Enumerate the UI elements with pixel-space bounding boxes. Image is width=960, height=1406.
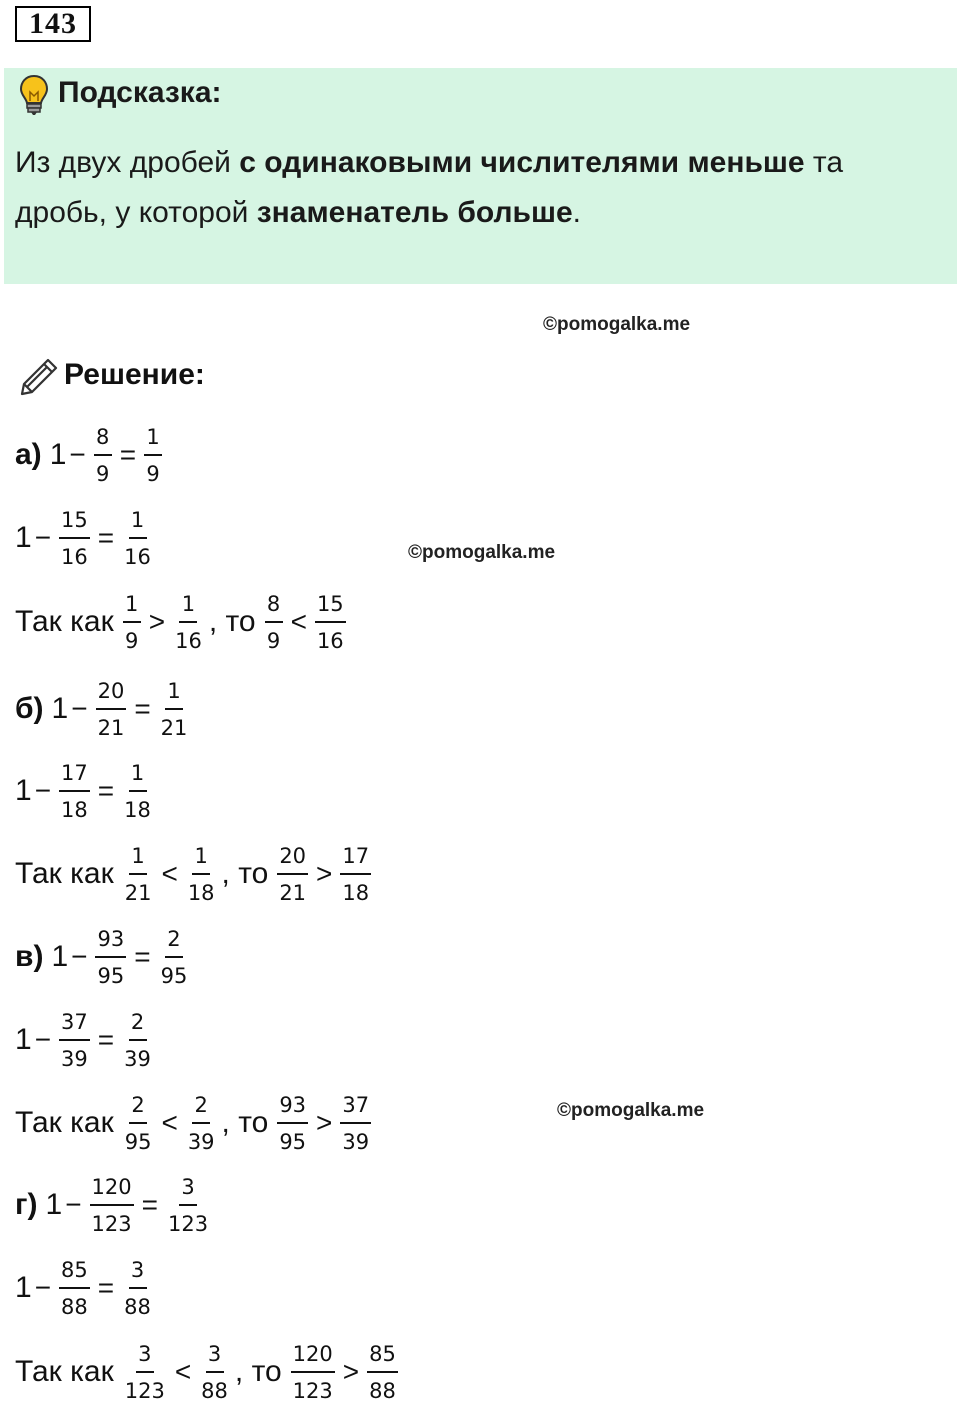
fraction — [367, 1341, 398, 1404]
numerator: 120 — [90, 1174, 134, 1206]
fraction — [315, 591, 346, 654]
denominator: 88 — [369, 1378, 396, 1403]
since-text: Так как — [15, 605, 114, 638]
denominator: 39 — [187, 1129, 215, 1154]
numerator: 3 — [179, 1174, 197, 1206]
fraction — [94, 424, 112, 487]
fraction — [122, 760, 153, 823]
part-g-equation-2 — [15, 1256, 158, 1320]
part-a-equation-1 — [15, 423, 167, 487]
fraction — [291, 1341, 335, 1404]
fraction — [199, 1341, 230, 1404]
part-b-equation-2 — [15, 759, 158, 823]
minus-sign: − — [69, 439, 86, 470]
fraction — [159, 678, 190, 741]
numerator: 1 — [192, 843, 210, 875]
denominator: 21 — [124, 880, 152, 905]
hint-title: Подсказка: — [58, 76, 222, 109]
since-text: Так как — [15, 1106, 114, 1139]
numerator: 93 — [95, 926, 126, 958]
part-g-comparison — [15, 1340, 403, 1404]
then-text: , то — [221, 1106, 269, 1139]
denominator: 16 — [316, 628, 344, 653]
numerator: 120 — [291, 1341, 335, 1373]
denominator: 9 — [96, 461, 110, 486]
since-text: Так как — [15, 857, 114, 890]
numerator: 8 — [94, 424, 112, 456]
pencil-icon — [18, 356, 60, 398]
numerator: 15 — [59, 507, 90, 539]
equals-sign: = — [134, 941, 151, 972]
equals-sign: = — [97, 775, 115, 806]
fraction — [59, 507, 90, 570]
lightbulb-icon — [18, 74, 50, 116]
fraction — [186, 1092, 217, 1155]
numerator: 2 — [192, 1092, 210, 1124]
part-g-equation-1 — [15, 1173, 215, 1237]
denominator: 39 — [342, 1129, 370, 1154]
hint-text-part: Из двух дробей — [15, 146, 240, 179]
comparison-sign: > — [316, 858, 333, 889]
part-a-comparison — [15, 590, 351, 654]
numerator: 85 — [367, 1341, 398, 1373]
denominator: 123 — [124, 1378, 165, 1403]
part-label: б) — [15, 692, 44, 725]
solution-title: Решение: — [64, 358, 205, 391]
fraction — [265, 591, 283, 654]
numerator: 3 — [129, 1257, 147, 1289]
comparison-sign: > — [316, 1107, 333, 1138]
watermark: ©pomogalka.me — [557, 1100, 705, 1121]
then-text: , то — [208, 605, 256, 638]
fraction — [277, 1092, 308, 1155]
fraction — [277, 843, 308, 906]
numerator: 2 — [165, 926, 183, 958]
denominator: 123 — [168, 1211, 209, 1236]
hint-text — [15, 138, 935, 238]
equals-sign: = — [141, 1189, 158, 1220]
part-a-equation-2 — [15, 506, 158, 570]
denominator: 88 — [201, 1378, 228, 1403]
fraction — [173, 591, 204, 654]
denominator: 95 — [124, 1129, 152, 1154]
fraction — [122, 1257, 153, 1320]
part-label: а) — [15, 438, 42, 471]
numerator: 2 — [129, 1009, 147, 1041]
part-b-equation-1 — [15, 677, 194, 741]
hint-text-part: . — [572, 196, 581, 229]
part-label: в) — [15, 940, 44, 973]
denominator: 95 — [97, 963, 125, 988]
equals-sign: = — [134, 693, 151, 724]
denominator: 16 — [61, 544, 88, 569]
one: 1 — [15, 1271, 32, 1304]
numerator: 17 — [59, 760, 90, 792]
numerator: 1 — [129, 843, 147, 875]
denominator: 21 — [279, 880, 307, 905]
then-text: , то — [221, 857, 269, 890]
denominator: 18 — [342, 880, 370, 905]
numerator: 37 — [59, 1009, 90, 1041]
fraction — [95, 926, 126, 989]
fraction — [186, 843, 217, 906]
part-v-comparison — [15, 1091, 376, 1155]
denominator: 123 — [91, 1211, 132, 1236]
denominator: 18 — [187, 880, 215, 905]
equals-sign: = — [97, 1024, 115, 1055]
fraction — [59, 760, 90, 823]
denominator: 95 — [279, 1129, 307, 1154]
fraction — [90, 1174, 134, 1237]
denominator: 88 — [124, 1294, 151, 1319]
denominator: 39 — [61, 1046, 88, 1071]
comparison-sign: > — [148, 606, 166, 637]
numerator: 3 — [136, 1341, 154, 1373]
numerator: 8 — [265, 591, 283, 623]
minus-sign: − — [71, 941, 88, 972]
part-v-equation-2 — [15, 1008, 158, 1072]
numerator: 2 — [129, 1092, 147, 1124]
minus-sign: − — [71, 693, 88, 724]
then-text: , то — [234, 1355, 282, 1388]
comparison-sign: > — [342, 1356, 360, 1387]
comparison-sign: < — [161, 858, 178, 889]
denominator: 16 — [124, 544, 151, 569]
one: 1 — [15, 774, 32, 807]
numerator: 20 — [277, 843, 308, 875]
watermark: ©pomogalka.me — [543, 314, 691, 335]
denominator: 16 — [175, 628, 202, 653]
fraction — [159, 926, 190, 989]
denominator: 18 — [61, 797, 88, 822]
numerator: 1 — [165, 678, 183, 710]
numerator: 1 — [129, 507, 147, 539]
numerator: 3 — [206, 1341, 224, 1373]
fraction — [96, 678, 127, 741]
fraction — [59, 1257, 90, 1320]
minus-sign: − — [34, 522, 52, 553]
denominator: 9 — [146, 461, 160, 486]
task-number: 143 — [15, 6, 91, 42]
denominator: 9 — [125, 628, 139, 653]
fraction — [123, 843, 154, 906]
part-label: г) — [15, 1188, 38, 1221]
denominator: 39 — [124, 1046, 151, 1071]
one: 1 — [45, 1188, 63, 1221]
equals-sign: = — [119, 439, 137, 470]
fraction — [144, 424, 162, 487]
fraction — [123, 591, 141, 654]
denominator: 21 — [160, 715, 188, 740]
fraction — [166, 1174, 210, 1237]
one: 1 — [15, 1023, 32, 1056]
hint-text-part: та дробь, у которой — [15, 146, 844, 229]
fraction — [340, 1092, 371, 1155]
equals-sign: = — [97, 522, 115, 553]
watermark: ©pomogalka.me — [408, 542, 556, 563]
numerator: 37 — [340, 1092, 371, 1124]
denominator: 9 — [266, 628, 281, 653]
comparison-sign: < — [174, 1356, 192, 1387]
one: 1 — [49, 438, 67, 471]
fraction — [122, 507, 153, 570]
fraction — [122, 1009, 153, 1072]
numerator: 20 — [96, 678, 127, 710]
denominator: 123 — [292, 1378, 333, 1403]
minus-sign: − — [34, 775, 52, 806]
hint-bold-part: с одинаковыми числителями меньше — [239, 146, 805, 179]
numerator: 93 — [277, 1092, 308, 1124]
numerator: 1 — [179, 591, 197, 623]
minus-sign: − — [34, 1272, 52, 1303]
denominator: 88 — [61, 1294, 88, 1319]
numerator: 17 — [340, 843, 371, 875]
fraction — [340, 843, 371, 906]
equals-sign: = — [97, 1272, 115, 1303]
denominator: 21 — [97, 715, 125, 740]
minus-sign: − — [34, 1024, 52, 1055]
part-b-comparison — [15, 842, 376, 906]
fraction — [59, 1009, 90, 1072]
denominator: 18 — [124, 797, 151, 822]
one: 1 — [51, 692, 69, 725]
one: 1 — [51, 940, 69, 973]
numerator: 1 — [144, 424, 162, 456]
numerator: 85 — [59, 1257, 90, 1289]
numerator: 15 — [315, 591, 346, 623]
comparison-sign: < — [290, 606, 307, 637]
hint-bold-part: знаменатель больше — [256, 196, 573, 229]
denominator: 95 — [160, 963, 188, 988]
one: 1 — [15, 521, 32, 554]
part-v-equation-1 — [15, 925, 194, 989]
minus-sign: − — [65, 1189, 82, 1220]
since-text: Так как — [15, 1355, 114, 1388]
comparison-sign: < — [161, 1107, 178, 1138]
fraction — [123, 1092, 154, 1155]
numerator: 1 — [123, 591, 141, 623]
numerator: 1 — [129, 760, 147, 792]
fraction — [123, 1341, 167, 1404]
